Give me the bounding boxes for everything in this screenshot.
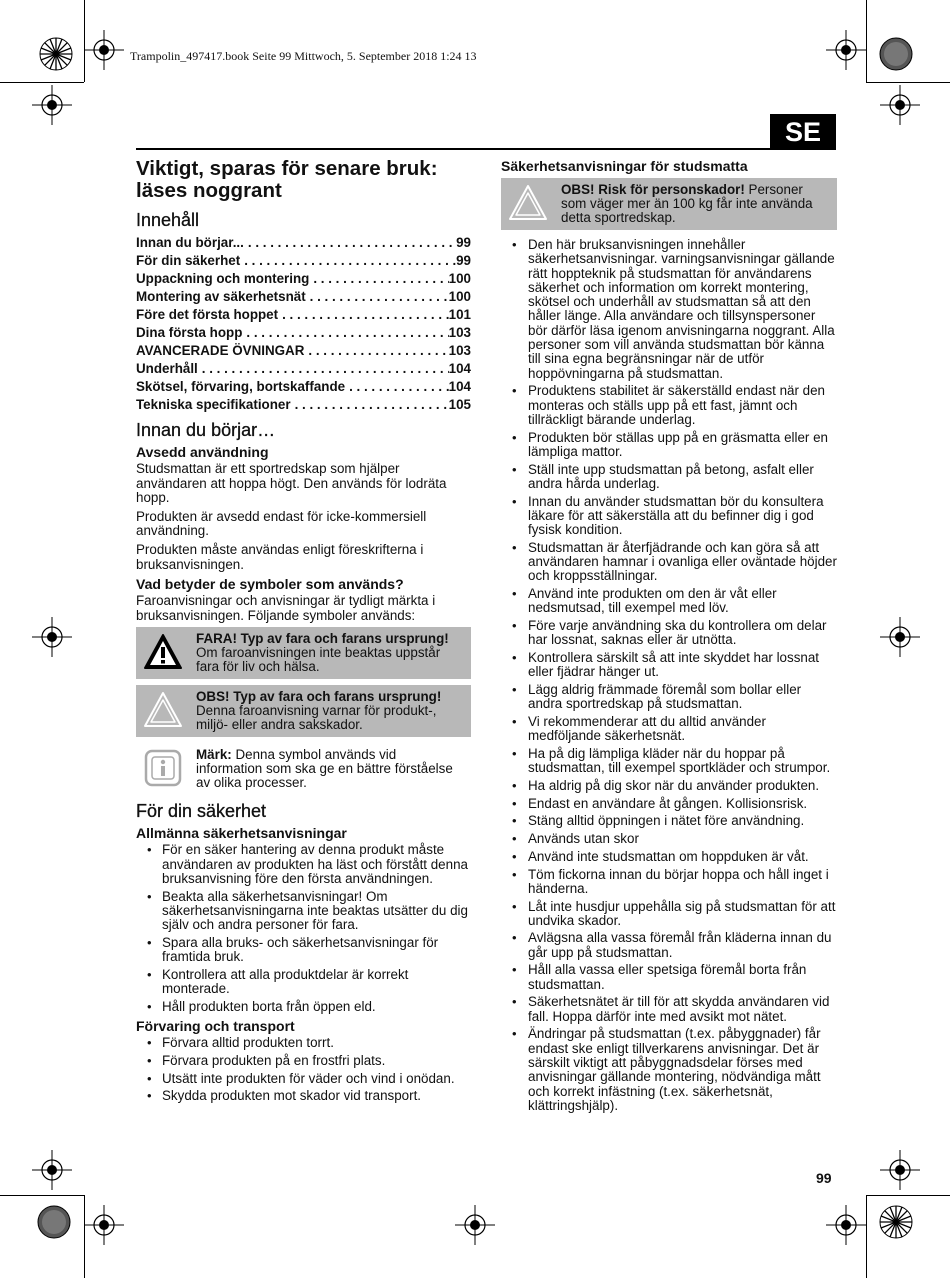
- document-title: [136, 158, 471, 202]
- list-item: • Låt inte husdjur uppehålla sig på studsmattan för att undvika skador.: [501, 900, 837, 929]
- subheading-intended-use: Avsedd användning: [136, 444, 269, 460]
- toc-entry-title: Skötsel, förvaring, bortskaffande: [136, 379, 346, 394]
- toc-entry-page: 101: [448, 307, 471, 322]
- warning-triangle-outline-icon: [507, 183, 549, 223]
- registration-target-icon: [880, 85, 920, 125]
- list-item: • Ställ inte upp studsmattan på betong, asfalt eller andra hårda underlag.: [501, 463, 837, 492]
- list-item: • Spara alla bruks- och säkerhetsanvisningar för framtida bruk.: [136, 936, 471, 965]
- toc-entry-page: 99: [456, 253, 471, 268]
- list-item: • Ha på dig lämpliga kläder när du hoppar på studsmattan, till exempel sportkläder och strumpor.: [501, 747, 837, 776]
- toc-entry-page: 104: [448, 379, 471, 394]
- list-item: • Studsmattan är återfjädrande och kan göra så att användaren hamnar i ovanliga eller oväntade höjder och kroppsställningar.: [501, 541, 837, 584]
- list-item: • Vi rekommenderar att du alltid använder medföljande säkerhetsnät.: [501, 715, 837, 744]
- registration-target-icon: [826, 30, 866, 70]
- subheading-symbols: Vad betyder de symboler som används?: [136, 576, 404, 593]
- list-item: • Skydda produkten mot skador vid transport.: [136, 1089, 471, 1103]
- caution-notice-text: Denna faroanvisning varnar för produkt-, miljö- eller andra sakskador.: [196, 703, 437, 733]
- warning-triangle-filled-icon: [142, 632, 184, 672]
- list-item: • Kontrollera särskilt så att inte skyddet har lossnat eller fjädrar hänger ut.: [501, 651, 837, 680]
- section-heading-safety: För din säkerhet: [136, 801, 267, 822]
- caution-notice: [136, 685, 471, 737]
- registration-target-icon: [880, 1150, 920, 1190]
- toc-entry-page: 103: [448, 325, 471, 340]
- list-item: • Lägg aldrig främmade föremål som bollar eller andra sportredskap på studsmattan.: [501, 683, 837, 712]
- danger-notice-title: FARA! Typ av fara och farans ursprung!: [196, 631, 449, 647]
- list-item: • Endast en användare åt gången. Kollisionsrisk.: [501, 797, 837, 811]
- list-item: • Avlägsna alla vassa föremål från kläderna innan du går upp på studsmattan.: [501, 931, 837, 960]
- trampoline-safety-list: [501, 238, 837, 1113]
- toc-entry-page: 104: [448, 361, 471, 376]
- right-column: [501, 158, 837, 1117]
- toc-entry-page: 100: [448, 289, 471, 304]
- toc-entry-page: 99: [456, 235, 471, 250]
- toc-entry-title: Uppackning och montering: [136, 271, 310, 286]
- paragraph: Faroanvisningar och anvisningar är tydligt märkta i bruksanvisningen. Följande symboler används:: [136, 593, 436, 623]
- info-notice: [136, 743, 471, 795]
- toc-entry-title: Underhåll: [136, 361, 198, 376]
- left-column: [136, 156, 471, 1107]
- paragraph: Produkten är avsedd endast för icke-kommersiell användning.: [136, 508, 427, 539]
- registration-target-icon: [826, 1205, 866, 1245]
- list-item: • Töm fickorna innan du börjar hoppa och håll inget i händerna.: [501, 868, 837, 897]
- list-item: • Beakta alla säkerhetsanvisningar! Om säkerhetsanvisningarna inte beaktas utsätter du dig själv och andra personer för fara.: [136, 890, 471, 933]
- toc-entry[interactable]: [136, 306, 471, 324]
- title-line-1: Viktigt, sparas för senare bruk:: [136, 157, 438, 180]
- gray-target-icon: [34, 1202, 74, 1242]
- toc-entry[interactable]: [136, 396, 471, 414]
- list-item: • Produktens stabilitet är säkerställd endast när den monteras och ställs upp på ett fast, jämnt och tillräckligt bärande underlag.: [501, 384, 837, 427]
- toc-entry-title: AVANCERADE ÖVNINGAR: [136, 343, 305, 358]
- list-item: • Före varje användning ska du kontrollera om delar har lossnat, saknas eller är utnötta.: [501, 619, 837, 648]
- info-icon: [142, 748, 184, 788]
- toc-entry-page: 103: [448, 343, 471, 358]
- starburst-target-icon: [36, 34, 76, 74]
- toc-entry-title: Tekniska specifikationer: [136, 397, 291, 412]
- danger-notice-text: Om faroanvisningen inte beaktas uppstår fara för liv och hälsa.: [196, 645, 441, 675]
- toc-entry-title: Innan du börjar...: [136, 235, 244, 250]
- personal-injury-text: Personer som väger mer än 100 kg får inte använda detta sportredskap.: [561, 182, 813, 225]
- page-number: 99: [816, 1170, 832, 1186]
- list-item: • Används utan skor: [501, 832, 837, 846]
- list-item: • Innan du använder studsmattan bör du konsultera läkare för att säkerställa att du befinner dig i god fysisk kondition.: [501, 495, 837, 538]
- list-item: • Använd inte produkten om den är våt eller nedsmutsad, till exempel med löv.: [501, 587, 837, 616]
- list-item: • Utsätt inte produkten för väder och vind i onödan.: [136, 1072, 471, 1086]
- toc-entry[interactable]: [136, 342, 471, 360]
- list-item: • Ändringar på studsmattan (t.ex. påbyggnader) får endast ske enligt tillverkarens anvisningar. Det är särskilt viktigt att påbyggnadsdelar förses med anvisningar gällande montering, nödvändiga mått och korrekt infästning (t.ex. säkerhetsnät, klättringshjälp).: [501, 1027, 837, 1113]
- registration-target-icon: [455, 1205, 495, 1245]
- list-item: • Använd inte studsmattan om hoppduken är våt.: [501, 850, 837, 864]
- list-item: • För en säker hantering av denna produkt måste användaren av produkten ha läst och förstått denna bruksanvisning före den första användningen.: [136, 843, 471, 886]
- subheading-general-safety: Allmänna säkerhetsanvisningar: [136, 825, 347, 842]
- list-item: • Förvara alltid produkten torrt.: [136, 1036, 471, 1050]
- registration-target-icon: [32, 85, 72, 125]
- list-item: • Förvara produkten på en frostfri plats.: [136, 1054, 471, 1068]
- trampoline-safety-heading: Säkerhetsanvisningar för studsmatta: [501, 158, 748, 174]
- danger-notice: [136, 627, 471, 679]
- storage-list: [136, 1036, 471, 1103]
- file-info-line: Trampolin_497417.book Seite 99 Mittwoch, 5. September 2018 1:24 13: [130, 49, 477, 63]
- personal-injury-notice: [501, 178, 837, 230]
- toc-entry-title: Dina första hopp: [136, 325, 243, 340]
- general-safety-list: [136, 843, 471, 1014]
- registration-target-icon: [32, 617, 72, 657]
- toc-entry[interactable]: [136, 288, 471, 306]
- gray-target-icon: [876, 34, 916, 74]
- registration-target-icon: [32, 1150, 72, 1190]
- info-notice-text: Denna symbol används vid information som ska ge en bättre förståelse av olika processer.: [196, 747, 453, 791]
- top-rule: [136, 148, 770, 150]
- list-item: • Säkerhetsnätet är till för att skydda användaren vid fall. Hoppa därför inte med avsikt mot nätet.: [501, 995, 837, 1024]
- registration-target-icon: [84, 1205, 124, 1245]
- paragraph: Produkten måste användas enligt föreskrifterna i bruksanvisningen.: [136, 541, 424, 572]
- registration-target-icon: [880, 617, 920, 657]
- toc-entry-title: För din säkerhet: [136, 253, 241, 268]
- toc-entry[interactable]: [136, 378, 471, 396]
- caution-notice-title: OBS! Typ av fara och farans ursprung!: [196, 689, 442, 705]
- language-tab: SE: [770, 114, 836, 150]
- table-of-contents: [136, 234, 471, 414]
- starburst-target-icon: [876, 1202, 916, 1242]
- list-item: • Produkten bör ställas upp på en gräsmatta eller en lämpliga mattor.: [501, 431, 837, 460]
- toc-entry[interactable]: [136, 234, 471, 252]
- warning-triangle-outline-icon: [142, 690, 184, 730]
- section-heading-before: Innan du börjar…: [136, 420, 276, 440]
- toc-entry[interactable]: [136, 360, 471, 378]
- toc-entry[interactable]: [136, 270, 471, 288]
- list-item: • Kontrollera att alla produktdelar är korrekt monterade.: [136, 968, 471, 997]
- list-item: • Stäng alltid öppningen i nätet före användning.: [501, 814, 837, 828]
- toc-heading: Innehåll: [136, 210, 200, 230]
- info-notice-label: Märk:: [196, 747, 232, 763]
- list-item: • Ha aldrig på dig skor när du använder produkten.: [501, 779, 837, 793]
- registration-target-icon: [84, 30, 124, 70]
- toc-entry[interactable]: [136, 324, 471, 342]
- toc-entry[interactable]: [136, 252, 471, 270]
- toc-entry-title: Före det första hoppet: [136, 307, 279, 322]
- toc-entry-page: 105: [448, 397, 471, 412]
- toc-entry-page: 100: [448, 271, 471, 286]
- paragraph: Studsmattan är ett sportredskap som hjälper användaren att hoppa högt. Den används för lodräta hopp.: [136, 461, 447, 506]
- personal-injury-title: OBS! Risk för personskador!: [561, 182, 745, 197]
- toc-entry-title: Montering av säkerhetsnät: [136, 289, 306, 304]
- list-item: • Den här bruksanvisningen innehåller säkerhetsanvisningar. varningsanvisningar gällande rätt hoppteknik på studsmattan för användarens säkerhet och information om korrekt montering, skötsel och underhåll av studsmattan så att den håller länge. Alla användare och tillsynspersoner bör därför läsa igenom anvisningarna noggrant. Alla personer som vill använda studsmattan bör känna till sina egna begränsningar när de utför hoppövningarna på studsmattan.: [501, 238, 837, 381]
- list-item: • Håll produkten borta från öppen eld.: [136, 1000, 471, 1014]
- title-line-2: läses noggrant: [136, 179, 282, 202]
- list-item: • Håll alla vassa eller spetsiga föremål borta från studsmattan.: [501, 963, 837, 992]
- subheading-storage: Förvaring och transport: [136, 1018, 295, 1035]
